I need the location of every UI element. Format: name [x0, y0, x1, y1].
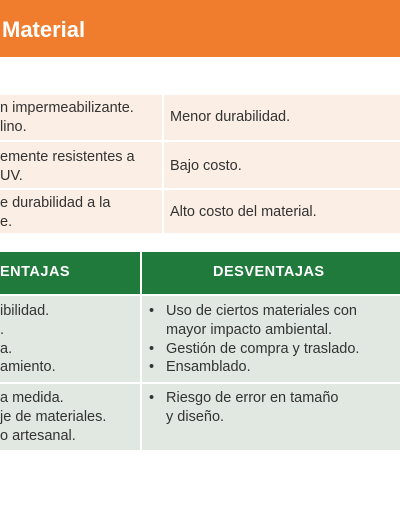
list-item: ibilidad. [0, 303, 50, 319]
bullet-icon: • [149, 341, 155, 357]
cell-text-line: e. [0, 214, 13, 230]
cell-text-line: lino. [0, 119, 27, 135]
table-row-1-advantages [0, 296, 140, 382]
table-row-2-left [0, 142, 162, 188]
list-item: Ensamblado. [166, 359, 251, 375]
list-item: . [0, 322, 5, 338]
bullet-icon: • [149, 303, 155, 319]
bullet-icon: • [149, 359, 155, 375]
list-item-continued: mayor impacto ambiental. [166, 322, 333, 338]
cell-text-line: UV. [0, 168, 23, 184]
list-item-continued: y diseño. [166, 409, 225, 425]
column-header-disadvantages [142, 252, 400, 294]
list-item: Uso de ciertos materiales con [166, 303, 357, 319]
cell-text: Alto costo del material. [170, 204, 317, 220]
table-row-1-right [164, 95, 400, 140]
list-item: je de materiales. [0, 409, 107, 425]
header-label: ENTAJAS [0, 264, 71, 280]
title-banner [0, 0, 400, 57]
page-title: Material [2, 17, 86, 42]
list-item: amiento. [0, 359, 56, 375]
list-item: o artesanal. [0, 428, 76, 444]
cell-text-line: n impermeabilizante. [0, 100, 134, 116]
list-item: Riesgo de error en tamaño [166, 390, 339, 406]
table-row-1-left [0, 95, 162, 140]
table-row-1-disadvantages [142, 296, 400, 382]
table-row-2-disadvantages [142, 384, 400, 450]
header-label: DESVENTAJAS [213, 264, 325, 280]
list-item: Gestión de compra y traslado. [166, 341, 360, 357]
cell-text-line: e durabilidad a la [0, 195, 111, 211]
cell-text: Menor durabilidad. [170, 109, 291, 125]
table-row-3-right [164, 190, 400, 233]
list-item: a. [0, 341, 13, 357]
column-header-advantages [0, 252, 140, 294]
table-row-2-advantages [0, 384, 140, 450]
table-row-2-right [164, 142, 400, 188]
bullet-icon: • [149, 390, 155, 406]
table-row-3-left [0, 190, 162, 233]
list-item: a medida. [0, 390, 64, 406]
cell-text: Bajo costo. [170, 158, 242, 174]
cell-text-line: emente resistentes a [0, 149, 135, 165]
